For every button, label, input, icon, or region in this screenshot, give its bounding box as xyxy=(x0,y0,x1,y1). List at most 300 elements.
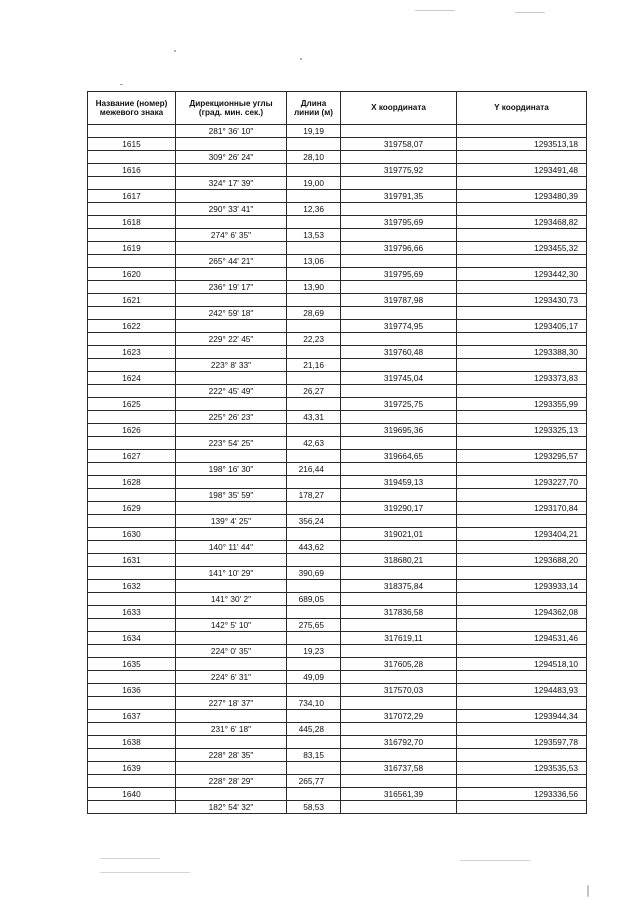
y-coordinate-cell: 1293227,70 xyxy=(457,476,587,489)
segment-row xyxy=(88,385,587,398)
direction-angle-cell: 140° 11' 44" xyxy=(176,541,287,554)
direction-angle-cell: 231° 6' 18" xyxy=(176,723,287,736)
col-header-name-line1: Название (номер) xyxy=(95,98,168,108)
direction-angle-cell xyxy=(176,190,287,203)
x-coordinate-cell xyxy=(341,307,457,320)
point-name-cell xyxy=(88,281,176,294)
x-coordinate-cell xyxy=(341,125,457,138)
point-name-cell: 1616 xyxy=(88,164,176,177)
scan-speck xyxy=(100,858,160,859)
y-coordinate-cell xyxy=(457,697,587,710)
segment-row xyxy=(88,359,587,372)
line-length-cell: 13,53 xyxy=(287,229,341,242)
direction-angle-cell xyxy=(176,450,287,463)
x-coordinate-cell xyxy=(341,333,457,346)
point-row xyxy=(88,346,587,359)
y-coordinate-cell xyxy=(457,515,587,528)
point-row xyxy=(88,164,587,177)
segment-row xyxy=(88,671,587,684)
x-coordinate-cell xyxy=(341,645,457,658)
direction-angle-cell: 229° 22' 45" xyxy=(176,333,287,346)
point-name-cell xyxy=(88,697,176,710)
y-coordinate-cell: 1293513,18 xyxy=(457,138,587,151)
x-coordinate-cell: 317836,58 xyxy=(341,606,457,619)
y-coordinate-cell xyxy=(457,385,587,398)
segment-row xyxy=(88,697,587,710)
y-coordinate-cell: 1293688,20 xyxy=(457,554,587,567)
segment-row xyxy=(88,593,587,606)
direction-angle-cell: 139° 4' 25" xyxy=(176,515,287,528)
point-name-cell xyxy=(88,177,176,190)
segment-row xyxy=(88,515,587,528)
x-coordinate-cell: 319725,75 xyxy=(341,398,457,411)
x-coordinate-cell: 317619,11 xyxy=(341,632,457,645)
direction-angle-cell: 142° 5' 10" xyxy=(176,619,287,632)
y-coordinate-cell: 1293295,57 xyxy=(457,450,587,463)
point-row xyxy=(88,320,587,333)
point-name-cell: 1628 xyxy=(88,476,176,489)
x-coordinate-cell: 319774,95 xyxy=(341,320,457,333)
direction-angle-cell xyxy=(176,684,287,697)
table-body xyxy=(88,125,587,814)
line-length-cell: 58,53 xyxy=(287,801,341,814)
point-name-cell: 1621 xyxy=(88,294,176,307)
line-length-cell: 26,27 xyxy=(287,385,341,398)
x-coordinate-cell: 319796,66 xyxy=(341,242,457,255)
direction-angle-cell xyxy=(176,424,287,437)
point-row xyxy=(88,762,587,775)
x-coordinate-cell: 319021,01 xyxy=(341,528,457,541)
x-coordinate-cell xyxy=(341,801,457,814)
col-header-length-line1: Длина xyxy=(300,98,327,108)
point-name-cell xyxy=(88,203,176,216)
segment-row xyxy=(88,177,587,190)
direction-angle-cell xyxy=(176,372,287,385)
point-row xyxy=(88,658,587,671)
point-name-cell xyxy=(88,645,176,658)
x-coordinate-cell: 318680,21 xyxy=(341,554,457,567)
line-length-cell: 19,00 xyxy=(287,177,341,190)
line-length-cell: 178,27 xyxy=(287,489,341,502)
direction-angle-cell xyxy=(176,294,287,307)
point-name-cell xyxy=(88,229,176,242)
y-coordinate-cell: 1293933,14 xyxy=(457,580,587,593)
segment-row xyxy=(88,255,587,268)
segment-row xyxy=(88,567,587,580)
col-header-y: Y координата xyxy=(457,92,587,125)
direction-angle-cell: 265° 44' 21" xyxy=(176,255,287,268)
y-coordinate-cell xyxy=(457,177,587,190)
point-name-cell xyxy=(88,541,176,554)
point-name-cell: 1638 xyxy=(88,736,176,749)
x-coordinate-cell xyxy=(341,541,457,554)
direction-angle-cell: 198° 35' 59" xyxy=(176,489,287,502)
segment-row xyxy=(88,229,587,242)
direction-angle-cell xyxy=(176,242,287,255)
point-name-cell xyxy=(88,125,176,138)
y-coordinate-cell xyxy=(457,801,587,814)
line-length-cell xyxy=(287,138,341,151)
direction-angle-cell xyxy=(176,554,287,567)
point-name-cell xyxy=(88,463,176,476)
direction-angle-cell xyxy=(176,606,287,619)
line-length-cell: 19,19 xyxy=(287,125,341,138)
segment-row xyxy=(88,801,587,814)
point-name-cell: 1632 xyxy=(88,580,176,593)
point-row xyxy=(88,684,587,697)
x-coordinate-cell xyxy=(341,489,457,502)
line-length-cell: 216,44 xyxy=(287,463,341,476)
line-length-cell xyxy=(287,398,341,411)
direction-angle-cell xyxy=(176,398,287,411)
x-coordinate-cell xyxy=(341,151,457,164)
line-length-cell: 28,69 xyxy=(287,307,341,320)
line-length-cell: 49,09 xyxy=(287,671,341,684)
point-row xyxy=(88,606,587,619)
line-length-cell: 43,31 xyxy=(287,411,341,424)
y-coordinate-cell: 1293325,13 xyxy=(457,424,587,437)
x-coordinate-cell: 317605,28 xyxy=(341,658,457,671)
point-name-cell xyxy=(88,437,176,450)
point-name-cell: 1634 xyxy=(88,632,176,645)
direction-angle-cell: 141° 10' 29" xyxy=(176,567,287,580)
point-name-cell xyxy=(88,515,176,528)
direction-angle-cell: 281° 36' 10" xyxy=(176,125,287,138)
line-length-cell xyxy=(287,710,341,723)
direction-angle-cell xyxy=(176,138,287,151)
direction-angle-cell xyxy=(176,320,287,333)
line-length-cell: 13,90 xyxy=(287,281,341,294)
line-length-cell xyxy=(287,736,341,749)
direction-angle-cell xyxy=(176,762,287,775)
point-name-cell: 1639 xyxy=(88,762,176,775)
x-coordinate-cell: 319290,17 xyxy=(341,502,457,515)
point-name-cell xyxy=(88,385,176,398)
x-coordinate-cell xyxy=(341,463,457,476)
direction-angle-cell: 290° 33' 41" xyxy=(176,203,287,216)
point-name-cell: 1624 xyxy=(88,372,176,385)
y-coordinate-cell: 1293535,53 xyxy=(457,762,587,775)
line-length-cell xyxy=(287,320,341,333)
x-coordinate-cell xyxy=(341,281,457,294)
point-name-cell: 1619 xyxy=(88,242,176,255)
x-coordinate-cell xyxy=(341,593,457,606)
point-row xyxy=(88,372,587,385)
direction-angle-cell xyxy=(176,502,287,515)
point-name-cell: 1615 xyxy=(88,138,176,151)
point-name-cell xyxy=(88,775,176,788)
segment-row xyxy=(88,645,587,658)
y-coordinate-cell xyxy=(457,723,587,736)
scan-speck xyxy=(515,12,545,13)
point-row xyxy=(88,476,587,489)
point-name-cell xyxy=(88,411,176,424)
y-coordinate-cell: 1293355,99 xyxy=(457,398,587,411)
line-length-cell: 12,36 xyxy=(287,203,341,216)
x-coordinate-cell xyxy=(341,437,457,450)
col-header-x: X координата xyxy=(341,92,457,125)
y-coordinate-cell: 1293170,84 xyxy=(457,502,587,515)
direction-angle-cell: 228° 28' 29" xyxy=(176,775,287,788)
line-length-cell xyxy=(287,242,341,255)
y-coordinate-cell xyxy=(457,593,587,606)
line-length-cell xyxy=(287,606,341,619)
point-name-cell xyxy=(88,619,176,632)
y-coordinate-cell xyxy=(457,281,587,294)
direction-angle-cell xyxy=(176,528,287,541)
line-length-cell: 13,06 xyxy=(287,255,341,268)
point-row xyxy=(88,788,587,801)
scan-speck xyxy=(300,58,302,60)
point-name-cell: 1636 xyxy=(88,684,176,697)
point-name-cell: 1629 xyxy=(88,502,176,515)
line-length-cell xyxy=(287,554,341,567)
col-header-length-line2: линии (м) xyxy=(293,108,334,117)
y-coordinate-cell: 1293944,34 xyxy=(457,710,587,723)
line-length-cell: 28,10 xyxy=(287,151,341,164)
direction-angle-cell xyxy=(176,164,287,177)
scan-speck xyxy=(120,84,123,85)
line-length-cell: 445,28 xyxy=(287,723,341,736)
point-name-cell: 1633 xyxy=(88,606,176,619)
x-coordinate-cell xyxy=(341,385,457,398)
y-coordinate-cell xyxy=(457,463,587,476)
y-coordinate-cell: 1293404,21 xyxy=(457,528,587,541)
point-name-cell xyxy=(88,359,176,372)
scan-speck xyxy=(100,872,190,873)
segment-row xyxy=(88,619,587,632)
line-length-cell xyxy=(287,424,341,437)
y-coordinate-cell xyxy=(457,619,587,632)
y-coordinate-cell xyxy=(457,775,587,788)
x-coordinate-cell: 319775,92 xyxy=(341,164,457,177)
col-header-angle-line2: (град. мин. сек.) xyxy=(198,108,264,117)
segment-row xyxy=(88,203,587,216)
direction-angle-cell xyxy=(176,346,287,359)
point-row xyxy=(88,294,587,307)
line-length-cell: 265,77 xyxy=(287,775,341,788)
point-name-cell: 1625 xyxy=(88,398,176,411)
segment-row xyxy=(88,151,587,164)
y-coordinate-cell xyxy=(457,489,587,502)
y-coordinate-cell: 1294518,10 xyxy=(457,658,587,671)
point-name-cell: 1617 xyxy=(88,190,176,203)
y-coordinate-cell xyxy=(457,671,587,684)
point-row xyxy=(88,242,587,255)
direction-angle-cell: 242° 59' 18" xyxy=(176,307,287,320)
direction-angle-cell xyxy=(176,710,287,723)
x-coordinate-cell: 319795,69 xyxy=(341,268,457,281)
line-length-cell: 390,69 xyxy=(287,567,341,580)
point-name-cell xyxy=(88,333,176,346)
point-name-cell xyxy=(88,593,176,606)
direction-angle-cell: 223° 8' 33" xyxy=(176,359,287,372)
point-row xyxy=(88,554,587,567)
point-row xyxy=(88,450,587,463)
point-row xyxy=(88,216,587,229)
point-name-cell: 1630 xyxy=(88,528,176,541)
direction-angle-cell xyxy=(176,580,287,593)
line-length-cell: 83,15 xyxy=(287,749,341,762)
boundary-coordinates-table xyxy=(87,91,587,814)
y-coordinate-cell xyxy=(457,229,587,242)
line-length-cell xyxy=(287,580,341,593)
segment-row xyxy=(88,775,587,788)
y-coordinate-cell: 1293480,39 xyxy=(457,190,587,203)
direction-angle-cell xyxy=(176,476,287,489)
direction-angle-cell: 236° 19' 17" xyxy=(176,281,287,294)
direction-angle-cell: 274° 6' 35" xyxy=(176,229,287,242)
line-length-cell xyxy=(287,658,341,671)
x-coordinate-cell: 319745,04 xyxy=(341,372,457,385)
x-coordinate-cell: 316737,58 xyxy=(341,762,457,775)
segment-row xyxy=(88,307,587,320)
x-coordinate-cell: 316561,39 xyxy=(341,788,457,801)
y-coordinate-cell: 1293468,82 xyxy=(457,216,587,229)
direction-angle-cell: 182° 54' 32" xyxy=(176,801,287,814)
line-length-cell: 689,05 xyxy=(287,593,341,606)
point-row xyxy=(88,268,587,281)
scan-speck xyxy=(415,10,455,11)
x-coordinate-cell xyxy=(341,619,457,632)
point-name-cell xyxy=(88,801,176,814)
point-name-cell: 1635 xyxy=(88,658,176,671)
y-coordinate-cell: 1293597,78 xyxy=(457,736,587,749)
point-row xyxy=(88,398,587,411)
x-coordinate-cell: 319459,13 xyxy=(341,476,457,489)
line-length-cell xyxy=(287,216,341,229)
x-coordinate-cell xyxy=(341,775,457,788)
y-coordinate-cell xyxy=(457,151,587,164)
point-name-cell: 1618 xyxy=(88,216,176,229)
x-coordinate-cell xyxy=(341,203,457,216)
direction-angle-cell xyxy=(176,268,287,281)
x-coordinate-cell xyxy=(341,177,457,190)
direction-angle-cell: 222° 45' 49" xyxy=(176,385,287,398)
y-coordinate-cell: 1294531,46 xyxy=(457,632,587,645)
line-length-cell xyxy=(287,788,341,801)
direction-angle-cell xyxy=(176,216,287,229)
point-row xyxy=(88,190,587,203)
y-coordinate-cell xyxy=(457,567,587,580)
col-header-angle xyxy=(176,92,287,125)
line-length-cell xyxy=(287,372,341,385)
direction-angle-cell xyxy=(176,788,287,801)
direction-angle-cell xyxy=(176,736,287,749)
point-name-cell: 1623 xyxy=(88,346,176,359)
direction-angle-cell: 324° 17' 39" xyxy=(176,177,287,190)
y-coordinate-cell xyxy=(457,749,587,762)
direction-angle-cell: 141° 30' 2" xyxy=(176,593,287,606)
table-header-row xyxy=(88,92,587,125)
point-row xyxy=(88,580,587,593)
y-coordinate-cell xyxy=(457,333,587,346)
point-row xyxy=(88,736,587,749)
line-length-cell xyxy=(287,528,341,541)
y-coordinate-cell: 1293336,56 xyxy=(457,788,587,801)
segment-row xyxy=(88,541,587,554)
x-coordinate-cell xyxy=(341,567,457,580)
line-length-cell xyxy=(287,684,341,697)
point-name-cell xyxy=(88,567,176,580)
direction-angle-cell: 225° 26' 23" xyxy=(176,411,287,424)
x-coordinate-cell xyxy=(341,359,457,372)
x-coordinate-cell: 316792,70 xyxy=(341,736,457,749)
point-row xyxy=(88,632,587,645)
x-coordinate-cell xyxy=(341,229,457,242)
direction-angle-cell xyxy=(176,632,287,645)
y-coordinate-cell: 1293442,30 xyxy=(457,268,587,281)
y-coordinate-cell: 1293388,30 xyxy=(457,346,587,359)
point-row xyxy=(88,138,587,151)
line-length-cell: 443,62 xyxy=(287,541,341,554)
x-coordinate-cell: 319791,35 xyxy=(341,190,457,203)
point-name-cell xyxy=(88,723,176,736)
x-coordinate-cell xyxy=(341,749,457,762)
point-name-cell: 1626 xyxy=(88,424,176,437)
point-name-cell xyxy=(88,307,176,320)
scan-speck xyxy=(460,860,530,861)
line-length-cell xyxy=(287,346,341,359)
y-coordinate-cell: 1294483,93 xyxy=(457,684,587,697)
direction-angle-cell: 223° 54' 25" xyxy=(176,437,287,450)
point-name-cell: 1637 xyxy=(88,710,176,723)
point-name-cell xyxy=(88,255,176,268)
y-coordinate-cell: 1293373,83 xyxy=(457,372,587,385)
segment-row xyxy=(88,723,587,736)
x-coordinate-cell: 319664,65 xyxy=(341,450,457,463)
line-length-cell xyxy=(287,294,341,307)
col-header-angle-line1: Дирекционные углы xyxy=(189,98,273,108)
segment-row xyxy=(88,489,587,502)
direction-angle-cell: 309° 26' 24" xyxy=(176,151,287,164)
line-length-cell xyxy=(287,762,341,775)
line-length-cell: 19,23 xyxy=(287,645,341,658)
x-coordinate-cell: 319695,36 xyxy=(341,424,457,437)
segment-row xyxy=(88,411,587,424)
line-length-cell: 734,10 xyxy=(287,697,341,710)
y-coordinate-cell xyxy=(457,359,587,372)
line-length-cell xyxy=(287,164,341,177)
y-coordinate-cell xyxy=(457,307,587,320)
direction-angle-cell xyxy=(176,658,287,671)
x-coordinate-cell xyxy=(341,671,457,684)
y-coordinate-cell: 1293405,17 xyxy=(457,320,587,333)
x-coordinate-cell: 319795,69 xyxy=(341,216,457,229)
line-length-cell: 22,23 xyxy=(287,333,341,346)
point-row xyxy=(88,528,587,541)
direction-angle-cell: 227° 18' 37" xyxy=(176,697,287,710)
segment-row xyxy=(88,749,587,762)
point-row xyxy=(88,424,587,437)
line-length-cell xyxy=(287,476,341,489)
y-coordinate-cell xyxy=(457,203,587,216)
y-coordinate-cell xyxy=(457,645,587,658)
line-length-cell xyxy=(287,190,341,203)
line-length-cell: 275,65 xyxy=(287,619,341,632)
y-coordinate-cell xyxy=(457,437,587,450)
point-name-cell: 1627 xyxy=(88,450,176,463)
y-coordinate-cell: 1293455,32 xyxy=(457,242,587,255)
x-coordinate-cell: 317072,29 xyxy=(341,710,457,723)
point-name-cell xyxy=(88,151,176,164)
segment-row xyxy=(88,437,587,450)
x-coordinate-cell xyxy=(341,255,457,268)
x-coordinate-cell xyxy=(341,697,457,710)
y-coordinate-cell: 1293430,73 xyxy=(457,294,587,307)
line-length-cell xyxy=(287,450,341,463)
y-coordinate-cell: 1293491,48 xyxy=(457,164,587,177)
